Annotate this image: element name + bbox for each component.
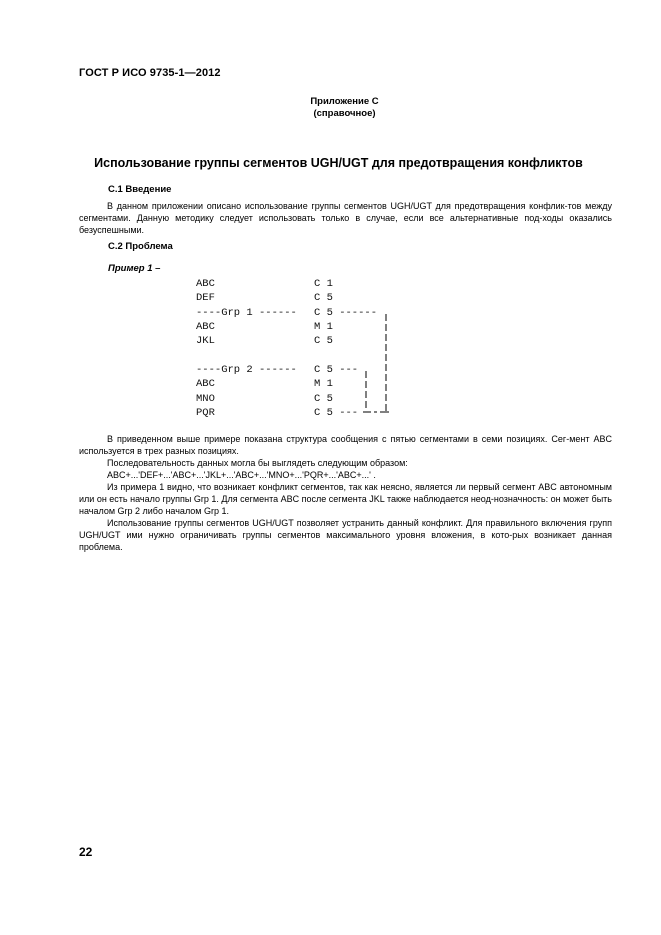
appendix-kind: (справочное) bbox=[313, 108, 376, 119]
code-status: C 5 --- bbox=[314, 364, 359, 376]
code-status: C 5 bbox=[314, 335, 333, 347]
code-status: C 1 bbox=[314, 278, 333, 290]
code-name: ABC bbox=[196, 278, 215, 290]
example-label: Пример 1 – bbox=[108, 263, 161, 274]
code-name: MNO bbox=[196, 393, 215, 405]
appendix-title: Приложение С bbox=[310, 96, 379, 107]
paragraph-introduction: В данном приложении описано использование группы сегментов UGH/UGT для предотвращения конфлик-тов между сегментами. Данную методику следует использовать только в случае, если все альтернативные под-ходы оказались безуспешными. bbox=[79, 201, 612, 235]
code-status: C 5 --- bbox=[314, 407, 359, 419]
code-name: PQR bbox=[196, 407, 215, 419]
code-status: M 1 bbox=[314, 321, 333, 333]
code-status: C 5 ------ bbox=[314, 307, 378, 319]
heading-problem: С.2 Проблема bbox=[108, 241, 173, 252]
paragraph-1: В приведенном выше примере показана структура сообщения с пятью сегментами в семи позициях. Сег-мент ABC используется в трех разных позициях. bbox=[79, 434, 612, 456]
section-title: Использование группы сегментов UGH/UGT для предотвращения конфликтов bbox=[94, 156, 583, 170]
code-status: C 5 bbox=[314, 393, 333, 405]
heading-introduction: С.1 Введение bbox=[108, 184, 172, 195]
code-name: ----Grp 1 ------ bbox=[196, 307, 297, 319]
document-header: ГОСТ Р ИСО 9735-1—2012 bbox=[79, 67, 221, 79]
paragraph-2: Последовательность данных могла бы выглядеть следующим образом: bbox=[107, 458, 408, 468]
code-name: ----Grp 2 ------ bbox=[196, 364, 297, 376]
paragraph-5: Использование группы сегментов UGH/UGT позволяет устранить данный конфликт. Для правильного включения групп UGH/UGT ими нужно ограничивать группы сегментов максимального уровня вложения, в кото-рых возникает данная проблема. bbox=[79, 518, 612, 552]
code-name: ABC bbox=[196, 321, 215, 333]
code-name: ABC bbox=[196, 378, 215, 390]
code-status: M 1 bbox=[314, 378, 333, 390]
code-name: DEF bbox=[196, 292, 215, 304]
paragraph-3: ABC+...'DEF+...'ABC+...'JKL+...'ABC+...'MNO+...'PQR+...'ABC+...' . bbox=[107, 470, 376, 480]
page-number: 22 bbox=[79, 845, 93, 859]
code-status: C 5 bbox=[314, 292, 333, 304]
code-name: JKL bbox=[196, 335, 215, 347]
paragraph-4: Из примера 1 видно, что возникает конфликт сегментов, так как неясно, является ли первый сегмент ABC автономным или он есть начало группы Grp 1. Для сегмента ABC после сегмента JKL также наблюдается неод-нозначность: он может быть началом Grp 2 либо началом Grp 1. bbox=[79, 482, 612, 516]
